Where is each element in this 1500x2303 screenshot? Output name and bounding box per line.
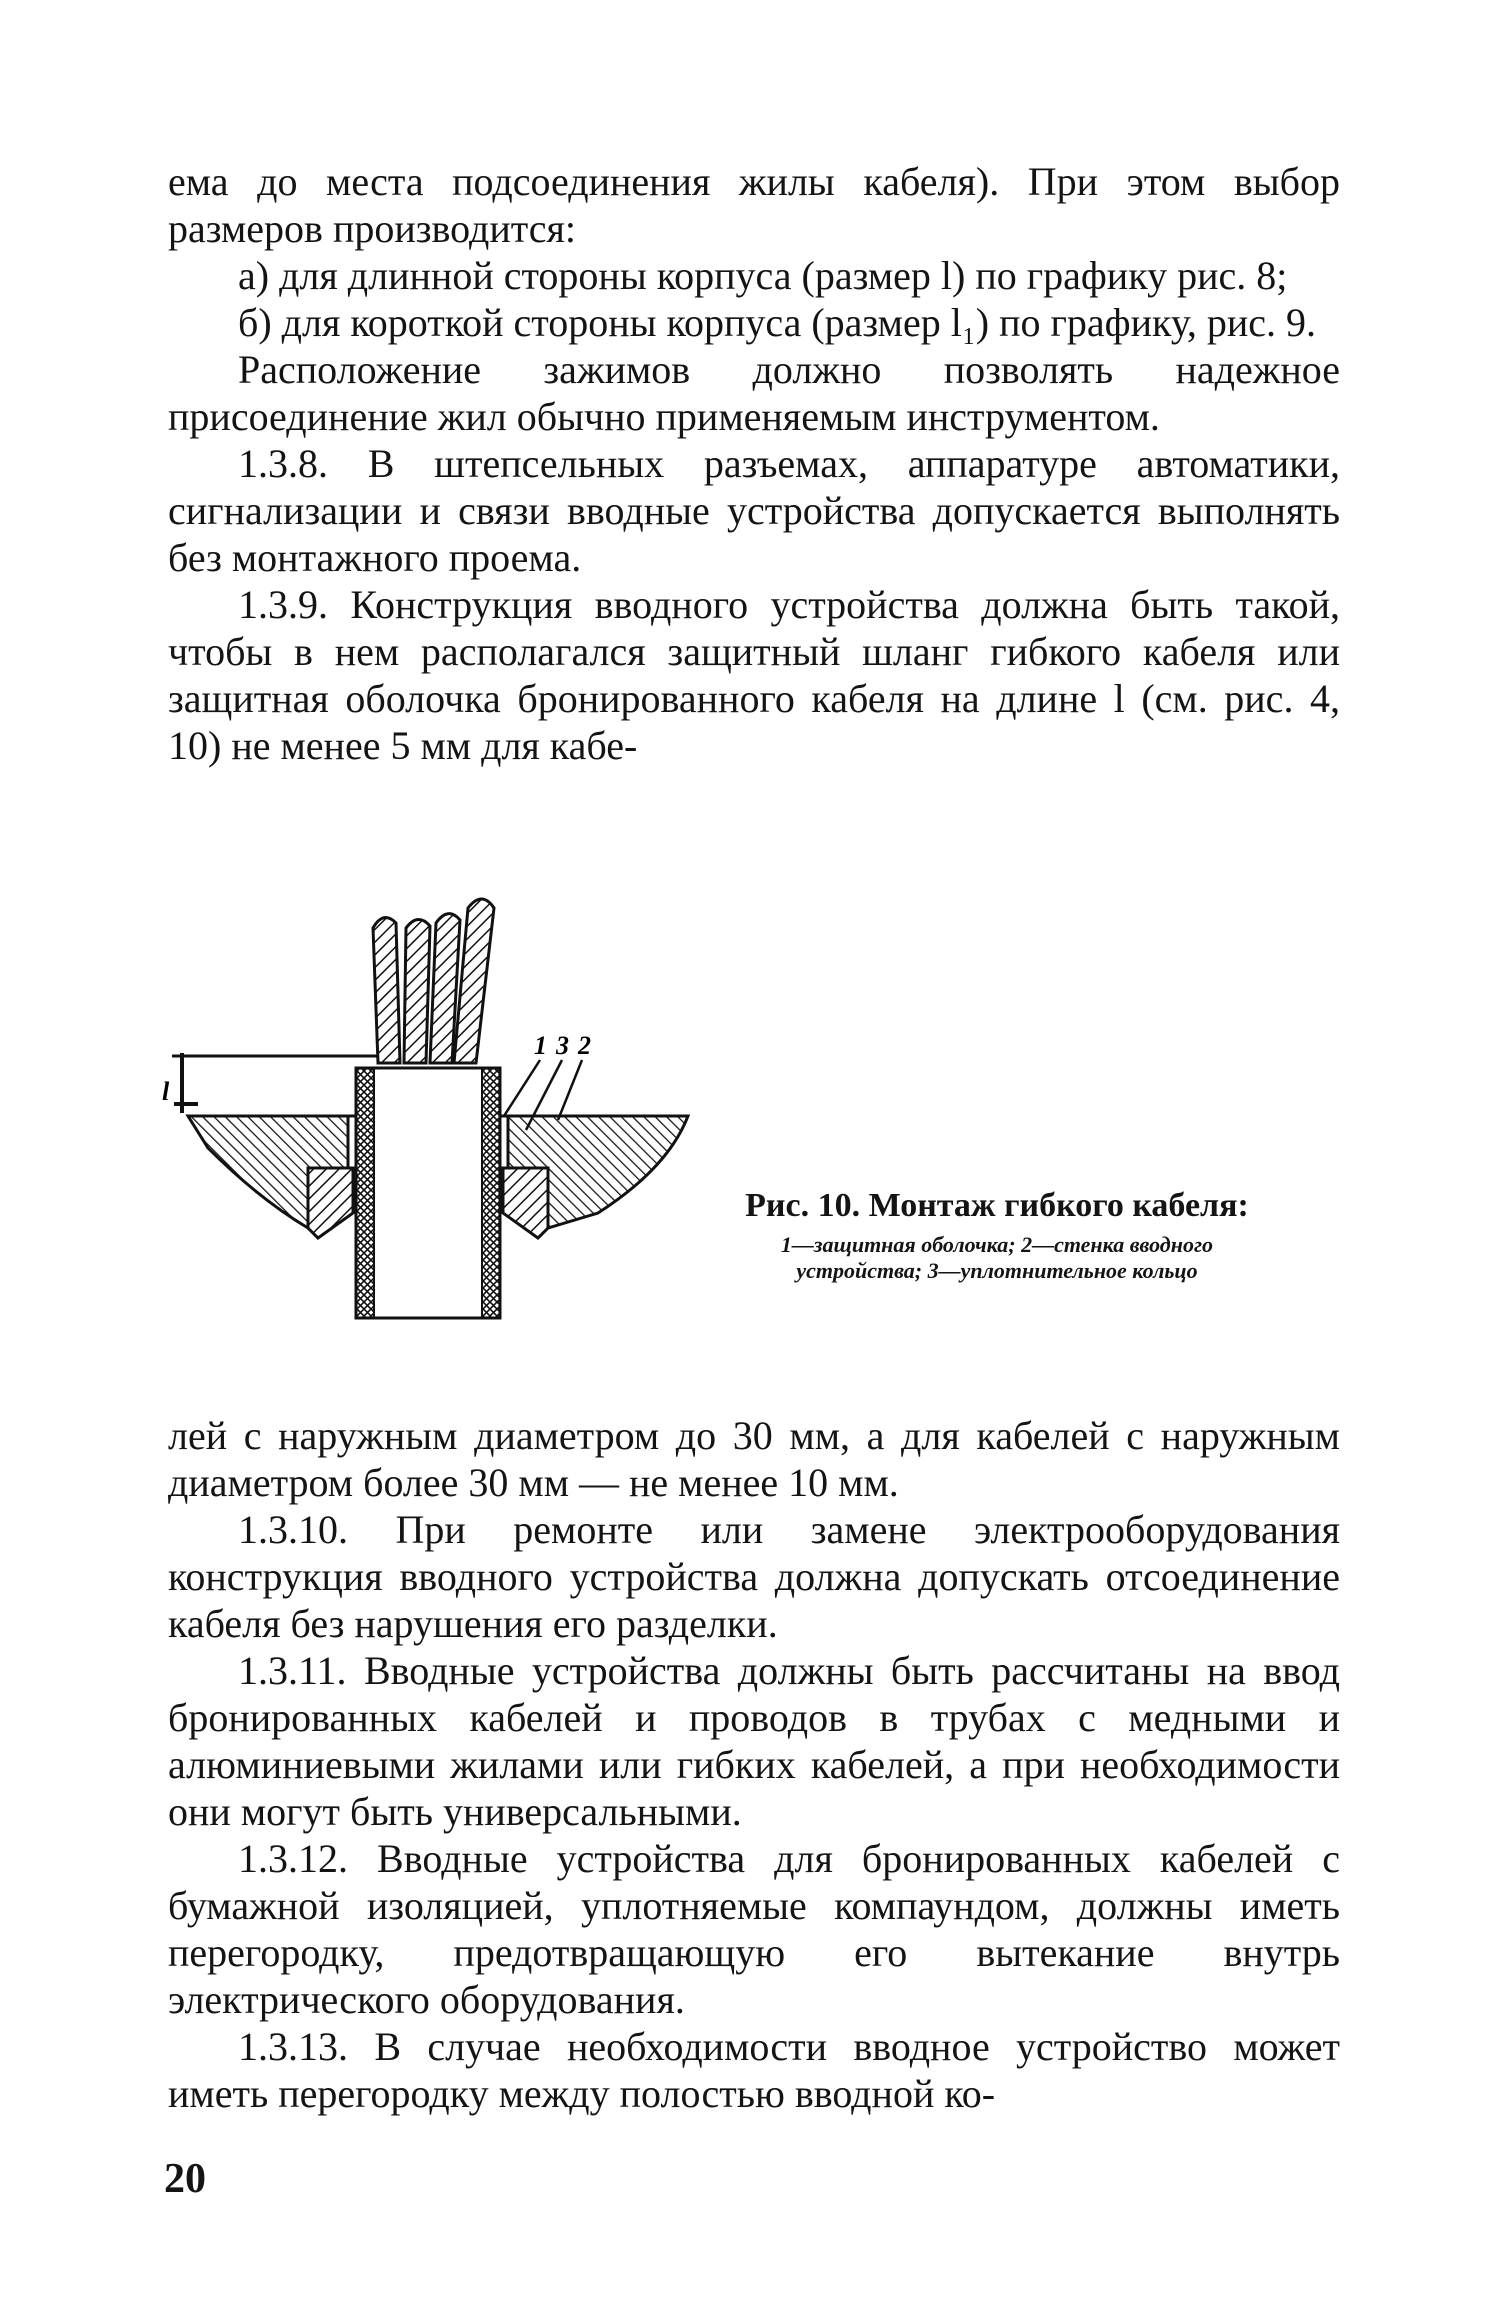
seal-ring-right — [503, 1168, 548, 1238]
label-1: 1 — [534, 1031, 547, 1060]
dimension-marker — [162, 1053, 378, 1113]
bottom-text-block — [168, 1412, 1340, 2117]
clause-1-3-8: 1.3.8. В штепсельных разъемах, аппаратуре автоматики, сигнализации и связи вводные устройства допускается выполнять без монтажного проема. — [168, 441, 1340, 580]
list-item-b: б) для короткой стороны корпуса (размер l₁) по графику, рис. 9. — [238, 300, 1317, 345]
cable-strands — [373, 899, 494, 1063]
clause-1-3-9: 1.3.9. Конструкция вводного устройства должна быть такой, чтобы в нем располагался защитный шланг гибкого кабеля или защитная оболочка бронированного кабеля на длине l (см. рис. 4, 10) не менее 5 мм для кабе- — [168, 582, 1340, 768]
figure-caption — [732, 1186, 1262, 1284]
figure-10 — [162, 868, 1340, 1358]
paragraph-clamps: Расположение зажимов должно позволять надежное присоединение жил обычно применяемым инструментом. — [168, 347, 1340, 439]
clause-1-3-12: 1.3.12. Вводные устройства для бронированных кабелей с бумажной изоляцией, уплотняемые компаундом, должны иметь перегородку, предотвращающую его вытекание внутрь электрического оборудования. — [168, 1836, 1340, 2022]
protective-sheath — [356, 1068, 500, 1318]
clause-1-3-11: 1.3.11. Вводные устройства должны быть рассчитаны на ввод бронированных кабелей и проводов в трубах с медными и алюминиевыми жилами или гибких кабелей, а при необходимости они могут быть универсальными. — [168, 1648, 1340, 1834]
clause-1-3-13: 1.3.13. В случае необходимости вводное устройство может иметь перегородку между полостью вводной ко- — [168, 2024, 1340, 2116]
cable-mounting-diagram — [162, 868, 708, 1358]
list-item-a: а) для длинной стороны корпуса (размер l) по графику рис. 8; — [238, 253, 1288, 298]
dimension-label: l — [162, 1077, 170, 1106]
caption-title: Рис. 10. Монтаж гибкого кабеля: — [745, 1187, 1249, 1224]
paragraph-continuation-2: лей с наружным диаметром до 30 мм, а для кабелей с наружным диаметром более 30 мм — не менее 10 мм. — [168, 1413, 1340, 1505]
paragraph-continuation: ема до места подсоединения жилы кабеля). При этом выбор размеров производится: — [168, 159, 1340, 251]
label-3: 3 — [556, 1031, 569, 1060]
sheath-wall-left — [356, 1068, 374, 1318]
seal-ring-left — [308, 1168, 353, 1238]
top-text-block — [168, 158, 1340, 769]
label-2: 2 — [578, 1031, 591, 1060]
caption-legend: 1—защитная оболочка; 2—стенка вводного устройства; 3—уплотнительное кольцо — [780, 1232, 1214, 1283]
page-number: 20 — [164, 2156, 206, 2202]
sheath-wall-right — [482, 1068, 500, 1318]
clause-1-3-10: 1.3.10. При ремонте или замене электрооборудования конструкция вводного устройства должна допускать отсоединение кабеля без нарушения его разделки. — [168, 1507, 1340, 1646]
